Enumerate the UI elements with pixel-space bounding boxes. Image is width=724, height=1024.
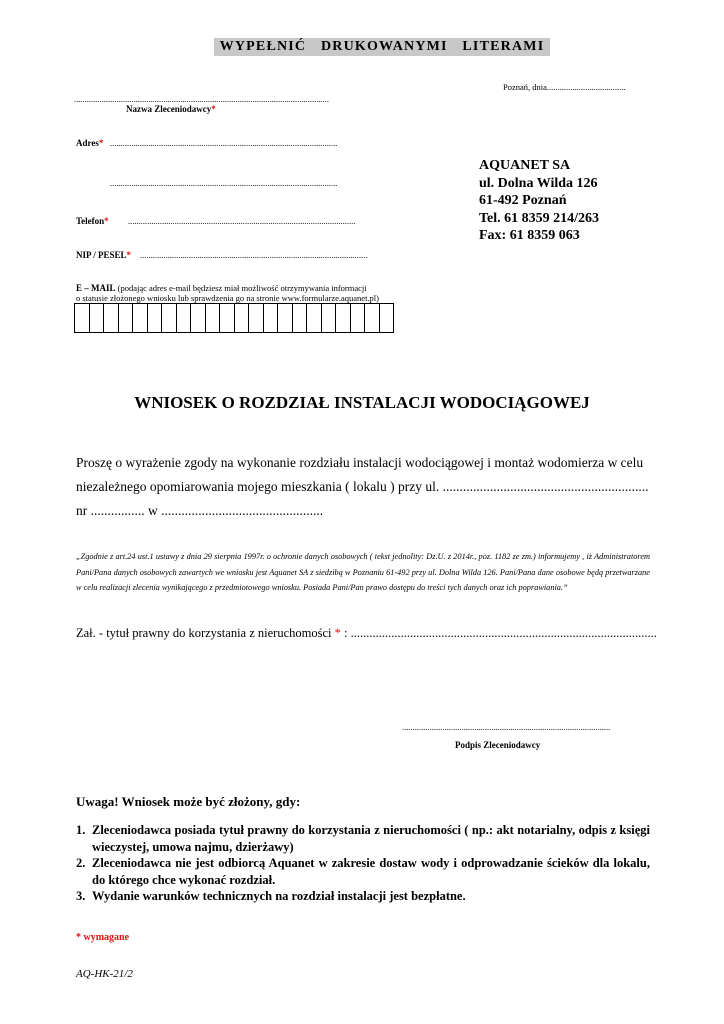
form-code: AQ-HK-21/2 <box>76 968 133 980</box>
form-title: WNIOSEK O ROZDZIAŁ INSTALACJI WODOCIĄGOWEJ <box>134 393 590 412</box>
warning-list <box>76 822 650 905</box>
client-name-line[interactable]: ........................................................................................................................ <box>74 94 329 104</box>
recipient-city: 61-492 Poznań <box>479 193 567 208</box>
required-marker: * <box>334 626 341 640</box>
phone-label: Telefon* <box>76 216 109 226</box>
warning-item: 1. Zleceniodawca posiada tytuł prawny do korzystania z nieruchomości ( np.: akt notarialny, odpis z księgi wieczystej, umowa najmu, dzierżawy) <box>76 823 650 854</box>
nip-pesel-line[interactable]: ........................................................................................................... <box>140 250 368 260</box>
request-line-3[interactable]: nr ................ w ................................................ <box>76 503 324 518</box>
required-marker: * <box>98 138 104 148</box>
place-date-field[interactable]: Poznań, dnia..................................... <box>503 82 626 92</box>
gdpr-clause: „Zgodnie z art.24 ust.1 ustawy z dnia 29 sierpnia 1997r. o ochronie danych osobowych ( tekst jednolity: Dz.U. z 2014r., poz. 1182 ze zm.) informujemy , iż Administratorem Pani/Pana danych osobowych zawartych we wniosku jest Aquanet SA z siedzibą w Poznaniu 61-492 przy ul. Dolna Wilda 126. Pani/Pana dane osobowe będą przetwarzane w celu realizacji zlecenia wynikającego z przedmiotowego wniosku. Posiada Pani/Pan prawo dostępu do treści tych danych oraz ich poprawiania.” <box>76 552 650 593</box>
attachment-line[interactable]: Zał. - tytuł prawny do korzystania z nieruchomości * : .................................................................................................. <box>76 626 657 640</box>
request-line-1: Proszę o wyrażenie zgody na wykonanie rozdziału instalacji wodociągowej i montaż wodomierza w celu <box>76 455 644 470</box>
required-marker: * <box>104 216 109 226</box>
recipient-fax: Fax: 61 8359 063 <box>479 228 580 243</box>
nip-pesel-label: NIP / PESEL* <box>76 250 132 260</box>
email-note: o statusie złożonego wniosku lub sprawdzenia go na stronie www.formularze.aquanet.pl) <box>76 293 379 303</box>
form-instruction-header: WYPEŁNIĆ DRUKOWANYMI LITERAMI <box>214 38 550 56</box>
address-line-1[interactable]: ........................................................................................................... <box>110 138 338 148</box>
warning-item: 2. Zleceniodawca nie jest odbiorcą Aquanet w zakresie dostaw wody i odprowadzanie ścieków dla lokalu, do którego chce wykonać rozdział. <box>76 856 650 887</box>
warning-title: Uwaga! Wniosek może być złożony, gdy: <box>76 794 301 809</box>
client-name-label: Nazwa Zleceniodawcy* <box>126 104 216 114</box>
required-marker: * <box>211 104 216 114</box>
recipient-street: ul. Dolna Wilda 126 <box>479 175 598 191</box>
email-input-boxes[interactable] <box>74 303 394 333</box>
request-line-2[interactable]: niezależnego opomiarowania mojego mieszkania ( lokalu ) przy ul. ............................................................. <box>76 479 649 494</box>
signature-label: Podpis Zleceniodawcy <box>455 740 541 750</box>
email-label: E – MAIL (podając adres e-mail będziesz miał możliwość otrzymywania informacji <box>76 283 367 293</box>
warning-item: 3. Wydanie warunków technicznych na rozdział instalacji jest bezpłatne. <box>76 889 466 903</box>
required-marker: * <box>126 250 132 260</box>
signature-line[interactable]: .................................................................................................. <box>402 722 611 732</box>
address-line-2[interactable]: ........................................................................................................... <box>110 178 338 188</box>
recipient-name: AQUANET SA <box>479 158 571 173</box>
phone-line[interactable]: ........................................................................................................... <box>128 216 356 226</box>
address-label: Adres* <box>76 138 104 148</box>
required-note: * wymagane <box>76 932 130 943</box>
recipient-tel: Tel. 61 8359 214/263 <box>479 210 600 226</box>
recipient-address <box>479 157 599 245</box>
